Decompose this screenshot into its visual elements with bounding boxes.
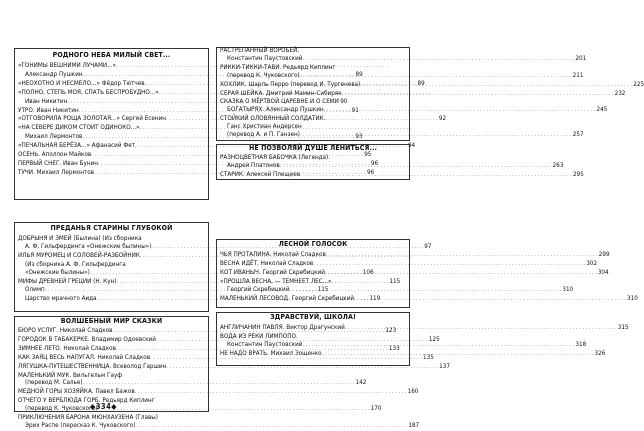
toc-entry-title: РАСТРЕПАННЫЙ ВОРОБЕЙ. bbox=[220, 47, 300, 54]
toc-entry[interactable] bbox=[220, 285, 574, 295]
dot-leader bbox=[83, 379, 355, 388]
toc-entry-title: КАК ЗАЯЦ ВЕСЬ НАПУГАЛ. Николай Сладков bbox=[18, 353, 151, 361]
toc-entry-page: 97 bbox=[424, 242, 432, 250]
dot-leader bbox=[313, 260, 585, 269]
section-heading: ВОЛШЕБНЫЙ МИР СКАЗКИ bbox=[60, 317, 163, 325]
dot-leader bbox=[325, 269, 597, 278]
toc-entry-title: (перевод М. Салье) bbox=[25, 379, 83, 387]
toc-entry-page: 90 bbox=[340, 97, 348, 105]
toc-entry-title: «НЕОХОТНО И НЕСМЕЛО...» Фёдор Тютчев bbox=[18, 79, 145, 87]
toc-entry[interactable] bbox=[220, 340, 587, 350]
toc-entry-title: Царство мрачного Аида bbox=[25, 295, 97, 303]
toc-entry-title: КОТ ИВАНЫЧ. Георгий Скребицкий bbox=[220, 268, 325, 276]
toc-entry[interactable] bbox=[18, 372, 205, 380]
toc-entry[interactable] bbox=[220, 294, 638, 304]
toc-entry-page: 326 bbox=[594, 349, 606, 357]
toc-entry[interactable] bbox=[220, 106, 608, 115]
toc-entry-title: А. Ф. Гильфердинга «Онежские былины») bbox=[25, 242, 152, 250]
toc-entry-title: МАЛЕНЬКИЙ ЛЕСОВОД. Георгий Скребицкий bbox=[220, 294, 355, 302]
section-heading: ЛЕСНОЙ ГОЛОСОК bbox=[278, 240, 348, 248]
toc-entry-page: 115 bbox=[389, 277, 401, 285]
toc-entry-page: 133 bbox=[388, 344, 400, 352]
toc-entry[interactable] bbox=[220, 131, 584, 140]
dot-leader bbox=[280, 159, 552, 171]
toc-entry[interactable] bbox=[220, 64, 406, 72]
toc-entry[interactable] bbox=[220, 123, 406, 131]
toc-entry-title: РИККИ-ТИККИ-ТАВИ. Редьярд Киплинг bbox=[220, 63, 336, 71]
dot-leader bbox=[300, 72, 572, 81]
toc-entry-title: ОСЕНЬ. Аполлон Майков bbox=[18, 151, 92, 159]
toc-entry-title: МИФЫ ДРЕВНЕЙ ГРЕЦИИ (Н. Кун) bbox=[18, 277, 117, 285]
toc-entry-page: 187 bbox=[408, 421, 420, 429]
toc-entry-list bbox=[220, 251, 638, 303]
toc-entry-title: ЗИМНЕЕ ЛЕТО. Николай Сладков bbox=[18, 344, 116, 352]
toc-entry[interactable] bbox=[220, 159, 564, 171]
toc-entry-page: 119 bbox=[369, 295, 381, 303]
toc-entry-page: 94 bbox=[407, 142, 416, 150]
toc-entry-title: Ганс Христиан Андерсен bbox=[227, 123, 302, 131]
toc-entry-page: 92 bbox=[438, 115, 447, 123]
toc-entry-title: Михаил Лермонтов bbox=[25, 133, 83, 141]
toc-entry-title: (перевод К. Чуковского) bbox=[227, 71, 300, 79]
toc-entry-title: Георгий Скребицкий bbox=[227, 285, 290, 293]
toc-entry-title: «ПРОШЛА ВЕСНА, — ТЕМНЕЕТ ЛЕС...» bbox=[220, 277, 332, 285]
toc-entry-page: 304 bbox=[597, 268, 609, 276]
toc-entry-title: (перевод К. Чуковского) bbox=[25, 405, 98, 413]
section-heading: НЕ ПОЗВОЛЯЙ ДУШЕ ЛЕНИТЬСЯ... bbox=[249, 144, 377, 152]
toc-entry[interactable] bbox=[18, 379, 367, 388]
dot-leader bbox=[354, 295, 626, 304]
toc-entry-title: (перевод А. и П. Ганзен) bbox=[227, 131, 300, 139]
toc-entry-page: 115 bbox=[317, 286, 329, 294]
toc-entry[interactable] bbox=[220, 47, 406, 55]
toc-entry-title: ХОХЛИК. Шарль Перро (перевод И. Тургенева) bbox=[220, 80, 361, 88]
toc-entry-page: 295 bbox=[573, 170, 584, 178]
toc-entry-page: 160 bbox=[407, 388, 419, 396]
dot-leader bbox=[360, 81, 632, 90]
toc-entry-page: 170 bbox=[370, 405, 382, 413]
toc-entry-title: ПРИКЛЮЧЕНИЯ БАРОНА МЮНХАУЗЕНА (Главы) bbox=[18, 414, 158, 422]
toc-entry-page: 211 bbox=[572, 71, 584, 79]
toc-entry-title: БОГАТЫРЯХ. Александр Пушкин bbox=[227, 106, 324, 114]
toc-entry[interactable] bbox=[18, 62, 205, 71]
toc-entry-page: 302 bbox=[586, 259, 597, 267]
toc-entry-page: 299 bbox=[598, 251, 610, 258]
toc-entry-page: 96 bbox=[366, 168, 375, 176]
toc-entry-page: 89 bbox=[355, 70, 363, 78]
dot-leader bbox=[300, 168, 572, 180]
toc-entry-title: УТРО. Иван Никитин bbox=[18, 106, 79, 114]
toc-entry-title: Олимп bbox=[25, 286, 45, 294]
toc-entry-title: ВЕСНА ИДЁТ. Николай Сладков bbox=[220, 259, 314, 267]
toc-entry-title: ТУЧИ. Михаил Лермонтов bbox=[18, 168, 95, 176]
toc-entry[interactable] bbox=[18, 414, 205, 422]
dot-leader bbox=[345, 324, 617, 333]
dot-leader bbox=[289, 286, 561, 295]
toc-entry[interactable] bbox=[220, 324, 629, 333]
toc-entry-title: ПЕРВЫЙ СНЕГ. Иван Бунин bbox=[18, 159, 98, 167]
toc-entry[interactable] bbox=[220, 259, 597, 269]
section-heading: РОДНОГО НЕБА МИЛЫЙ СВЕТ... bbox=[52, 51, 171, 59]
dot-leader bbox=[324, 106, 596, 115]
dot-leader bbox=[135, 388, 407, 397]
toc-entry-title: ВОДА ИЗ РЕКИ ЛИМПОПО. bbox=[220, 332, 298, 340]
toc-entry[interactable] bbox=[18, 261, 205, 269]
toc-entry-title: АНГЛИЧАНИН ПАВЛЯ. Виктор Драгунский bbox=[220, 324, 345, 331]
section-heading: ПРЕДАНЬЯ СТАРИНЫ ГЛУБОКОЙ bbox=[50, 224, 173, 232]
toc-entry[interactable] bbox=[220, 168, 584, 180]
toc-entry-title: Иван Никитин bbox=[25, 97, 68, 105]
toc-entry-list bbox=[220, 154, 584, 180]
toc-entry[interactable] bbox=[18, 388, 419, 397]
toc-entry-title: СТАРИК. Алексей Плещеев bbox=[220, 170, 301, 178]
toc-entry-page: 142 bbox=[355, 379, 367, 387]
toc-entry-title: Константин Паустовский bbox=[227, 54, 303, 62]
toc-entry-title: НЕ НАДО ВРАТЬ. Михаил Зощенко bbox=[220, 349, 322, 357]
section-heading: ЗДРАВСТВУЙ, ШКОЛА! bbox=[270, 313, 356, 321]
toc-entry-title: МЕДНОЙ ГОРЫ ХОЗЯЙКА. Павел Бажов bbox=[18, 388, 135, 396]
toc-entry-page: 257 bbox=[572, 131, 584, 139]
dot-leader bbox=[342, 90, 614, 99]
toc-entry-page: 315 bbox=[617, 324, 629, 331]
dot-leader bbox=[98, 405, 370, 414]
dot-leader bbox=[135, 422, 407, 431]
toc-entry-page: 96 bbox=[370, 159, 379, 167]
toc-entry[interactable] bbox=[220, 98, 406, 106]
toc-entry[interactable] bbox=[18, 252, 205, 261]
toc-entry-title: ЛЯГУШКА-ПУТЕШЕСТВЕННИЦА. Всеволод Гаршин bbox=[18, 362, 167, 370]
toc-entry-page: 106 bbox=[362, 268, 374, 276]
dot-leader bbox=[302, 341, 574, 350]
toc-entry-page: 137 bbox=[439, 362, 450, 370]
toc-entry-title: «ГОНИМЫ ВЕШНИМИ ЛУЧАМИ...» bbox=[18, 62, 116, 69]
toc-entry[interactable] bbox=[18, 362, 450, 372]
toc-entry[interactable] bbox=[220, 54, 587, 64]
toc-entry[interactable] bbox=[18, 124, 205, 133]
toc-entry-title: ЧЬЯ ПРОТАЛИНА. Николай Сладков bbox=[220, 251, 326, 258]
toc-entry-title: СЕРАЯ ШЕЙКА. Дмитрий Мамин-Сибиряк bbox=[220, 89, 342, 97]
toc-entry-page: 89 bbox=[417, 79, 425, 87]
toc-entry[interactable] bbox=[220, 71, 584, 81]
toc-entry-title: (Из сборника А. Ф. Гильфердинга bbox=[25, 260, 126, 268]
toc-entry-page: 263 bbox=[552, 161, 564, 169]
toc-entry-page: 93 bbox=[355, 133, 363, 141]
toc-entry[interactable] bbox=[220, 333, 406, 341]
toc-entry-title: «ОТГОВОРИЛА РОЩА ЗОЛОТАЯ...» Сергей Есенин bbox=[18, 115, 166, 123]
dot-leader bbox=[302, 55, 574, 64]
toc-entry-title: ГОРОДОК В ТАБАКЕРКЕ. Владимир Одоевский bbox=[18, 335, 156, 343]
toc-entry-page: 91 bbox=[351, 106, 359, 114]
toc-entry[interactable] bbox=[18, 89, 205, 98]
toc-entry-page: 318 bbox=[575, 340, 587, 348]
toc-entry[interactable] bbox=[18, 421, 420, 431]
toc-entry-title: ИЛЬЯ МУРОМЕЦ И СОЛОВЕЙ-РАЗБОЙНИК bbox=[18, 251, 140, 259]
toc-entry-page: 310 bbox=[562, 285, 574, 293]
toc-entry-title: «ПОЛНО, СТЕПЬ МОЯ, СПАТЬ БЕСПРОБУДНО...» bbox=[18, 88, 159, 96]
page-number: ◆334◆ bbox=[90, 402, 117, 411]
toc-entry[interactable] bbox=[220, 251, 610, 260]
toc-entry-page: 135 bbox=[423, 353, 434, 361]
toc-entry[interactable] bbox=[220, 278, 406, 286]
toc-entry-title: Александр Пушкин bbox=[25, 70, 83, 78]
toc-entry-title: СКАЗКА О МЁРТВОЙ ЦАРЕВНЕ И О СЕМИ bbox=[220, 98, 339, 106]
dot-leader bbox=[326, 251, 598, 260]
toc-entry-title: ОТЧЕГО У ВЕРБЛЮДА ГОРБ. Редьярд Киплинг bbox=[18, 397, 155, 405]
toc-entry-title: ДОБРЫНЯ И ЗМЕЙ (Былина) (Из сборника bbox=[18, 235, 142, 242]
toc-entry[interactable] bbox=[220, 268, 609, 278]
toc-entry-title: «Онежские былины») bbox=[25, 268, 90, 276]
toc-entry-title: Эрих Распе (пересказ К. Чуковского) bbox=[25, 421, 136, 429]
toc-entry[interactable] bbox=[220, 154, 406, 162]
toc-entry-title: БЮРО УСЛУГ. Николай Сладков bbox=[18, 327, 113, 334]
toc-entry-title: Константин Паустовский bbox=[227, 340, 303, 348]
toc-entry-title: «НА СЕВЕРЕ ДИКОМ СТОИТ ОДИНОКО...» bbox=[18, 124, 140, 132]
toc-entry-page: 95 bbox=[364, 151, 372, 159]
toc-entry-page: 225 bbox=[633, 80, 644, 88]
toc-entry-page: 310 bbox=[627, 294, 638, 302]
toc-entry[interactable] bbox=[220, 115, 406, 123]
toc-entry-title: МАЛЕНЬКИЙ МУК. Вильгельм Гауф bbox=[18, 371, 123, 379]
toc-entry[interactable] bbox=[18, 235, 205, 243]
toc-entry-title: Андрей Платонов bbox=[227, 161, 280, 169]
toc-entry-title: РАЗНОЦВЕТНАЯ БАБОЧКА (Легенда). bbox=[220, 154, 331, 161]
toc-entry-page: 245 bbox=[596, 106, 608, 114]
toc-entry-page: 201 bbox=[575, 54, 587, 62]
toc-entry-page: 232 bbox=[614, 89, 626, 97]
toc-entry-page: 125 bbox=[428, 335, 440, 343]
toc-entry-title: СТОЙКИЙ ОЛОВЯННЫЙ СОЛДАТИК. bbox=[220, 115, 326, 123]
dot-leader bbox=[322, 350, 594, 359]
toc-entry-page: 123 bbox=[385, 327, 397, 334]
toc-entry-title: «ПЕЧАЛЬНАЯ БЕРЁЗА...» Афанасий Фет bbox=[18, 142, 136, 150]
dot-leader bbox=[300, 131, 572, 140]
